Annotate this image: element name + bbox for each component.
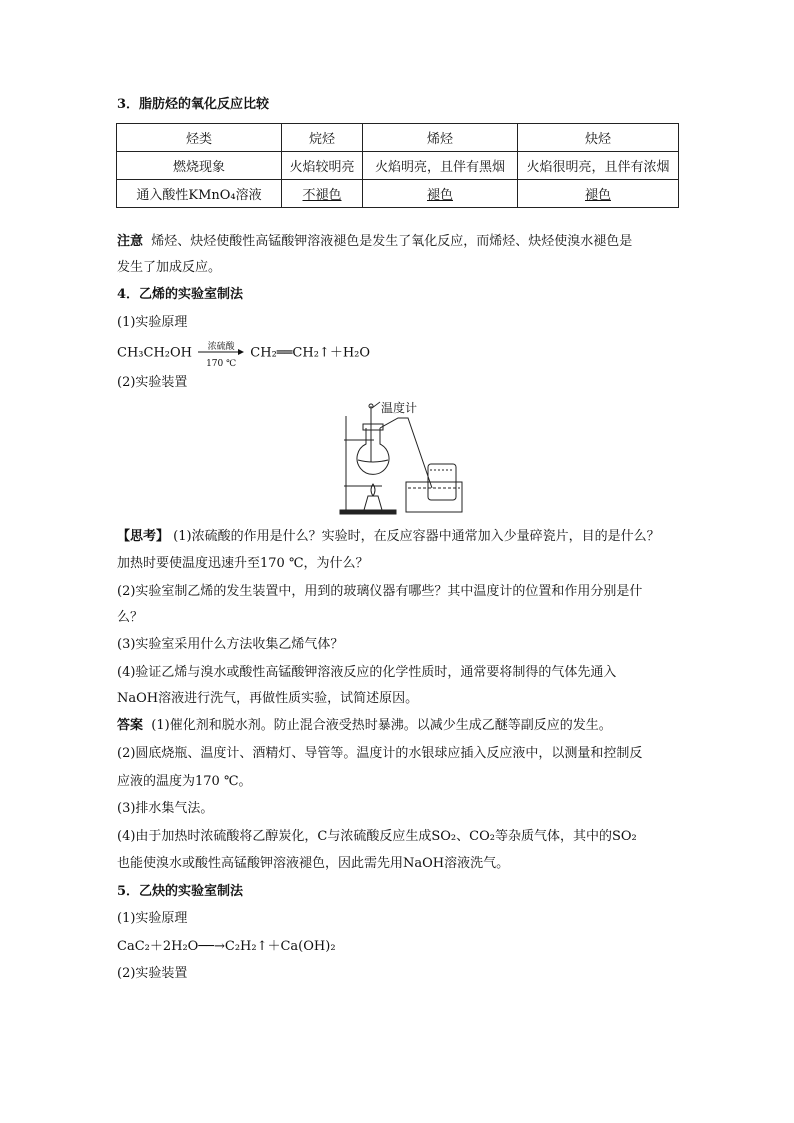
alcohol-lamp <box>364 496 382 510</box>
flask-liquid <box>358 460 388 462</box>
section3-title: 3．脂肪烃的氧化反应比较 <box>117 97 270 112</box>
section4-apparatus-label: (2)实验装置 <box>117 375 188 390</box>
answer-a2-line1: (2)圆底烧瓶、温度计、酒精灯、导管等。温度计的水银球应插入反应液中，以测量和控制反 <box>117 746 643 761</box>
table-cell: 褪色 <box>518 180 679 208</box>
section5-principle-label: (1)实验原理 <box>117 911 188 926</box>
think-q3: (3)实验室采用什么方法收集乙烯气体？ <box>117 637 344 652</box>
section5-apparatus-label: (2)实验装置 <box>117 966 188 981</box>
section4-title: 4．乙烯的实验室制法 <box>117 287 244 302</box>
ethylene-apparatus-diagram <box>336 400 468 518</box>
table-header-cell: 烃类 <box>117 124 282 152</box>
reaction-condition-bottom: 170 ℃ <box>206 359 237 369</box>
reaction-condition-top: 浓硫酸 <box>207 342 235 352</box>
table-header-cell: 炔烃 <box>518 124 679 152</box>
table-header-cell: 烷烃 <box>282 124 363 152</box>
think-q2-line1: (2)实验室制乙烯的发生装置中，用到的玻璃仪器有哪些？其中温度计的位置和作用分别是什 <box>117 584 643 599</box>
answer-a1 <box>117 717 612 735</box>
think-q4-line1: (4)验证乙烯与溴水或酸性高锰酸钾溶液反应的化学性质时，通常要将制得的气体先通入 <box>117 665 617 680</box>
note-text: 烯烃、炔烃使酸性高锰酸钾溶液褪色是发生了氧化反应，而烯烃、炔烃使溴水褪色是 <box>151 234 633 249</box>
answer-a4-line2: 也能使溴水或酸性高锰酸钾溶液褪色，因此需先用NaOH溶液洗气。 <box>117 856 510 871</box>
round-bottom-flask <box>357 428 389 474</box>
note-line-2: 发生了加成反应。 <box>117 260 222 275</box>
table-cell: 通入酸性KMnO₄溶液 <box>117 180 282 208</box>
table-cell: 褪色 <box>363 180 518 208</box>
reaction-arrow <box>198 342 244 369</box>
think-label: 【思考】 <box>117 529 170 544</box>
table-cell: 不褪色 <box>282 180 363 208</box>
acetylene-equation: CaC₂＋2H₂O──→C₂H₂↑＋Ca(OH)₂ <box>117 939 336 954</box>
oxidation-comparison-table <box>116 123 679 208</box>
table-cell: 火焰较明亮 <box>282 152 363 180</box>
equation-reactant: CH₃CH₂OH <box>117 345 192 361</box>
section4-principle-label: (1)实验原理 <box>117 315 188 330</box>
think-q2-line2: 么？ <box>117 610 144 625</box>
table-header-cell: 烯烃 <box>363 124 518 152</box>
think-q1-text: (1)浓硫酸的作用是什么？实验时，在反应容器中通常加入少量碎瓷片，目的是什么？ <box>173 529 660 544</box>
think-q1-line1 <box>117 528 660 546</box>
stand-base <box>340 510 396 514</box>
answer-a4-line1: (4)由于加热时浓硫酸将乙醇炭化，C与浓硫酸反应生成SO₂、CO₂等杂质气体，其中的SO₂ <box>117 829 637 844</box>
water-trough <box>406 482 462 512</box>
table-row <box>117 180 679 208</box>
table-cell: 火焰很明亮，且伴有浓烟 <box>518 152 679 180</box>
answer-a1-text: (1)催化剂和脱水剂。防止混合液受热时暴沸。以减少生成乙醚等副反应的发生。 <box>151 718 612 733</box>
note-line-1 <box>117 233 632 251</box>
table-header-row <box>117 124 679 152</box>
thermometer-label: 温度计 <box>381 401 418 415</box>
table-row <box>117 152 679 180</box>
section5-title: 5．乙炔的实验室制法 <box>117 884 244 899</box>
note-label: 注意 <box>117 234 144 249</box>
table-cell: 燃烧现象 <box>117 152 282 180</box>
answer-a3: (3)排水集气法。 <box>117 801 214 816</box>
answer-label: 答案 <box>117 718 144 733</box>
equation-products: CH₂══CH₂↑＋H₂O <box>250 345 371 361</box>
think-q4-line2: NaOH溶液进行洗气，再做性质实验，试简述原因。 <box>117 691 419 706</box>
answer-a2-line2: 应液的温度为170 ℃。 <box>117 774 252 789</box>
think-q1-line2: 加热时要使温度迅速升至170 ℃，为什么？ <box>117 556 369 571</box>
ethylene-equation <box>117 342 371 369</box>
table-cell: 火焰明亮，且伴有黑烟 <box>363 152 518 180</box>
